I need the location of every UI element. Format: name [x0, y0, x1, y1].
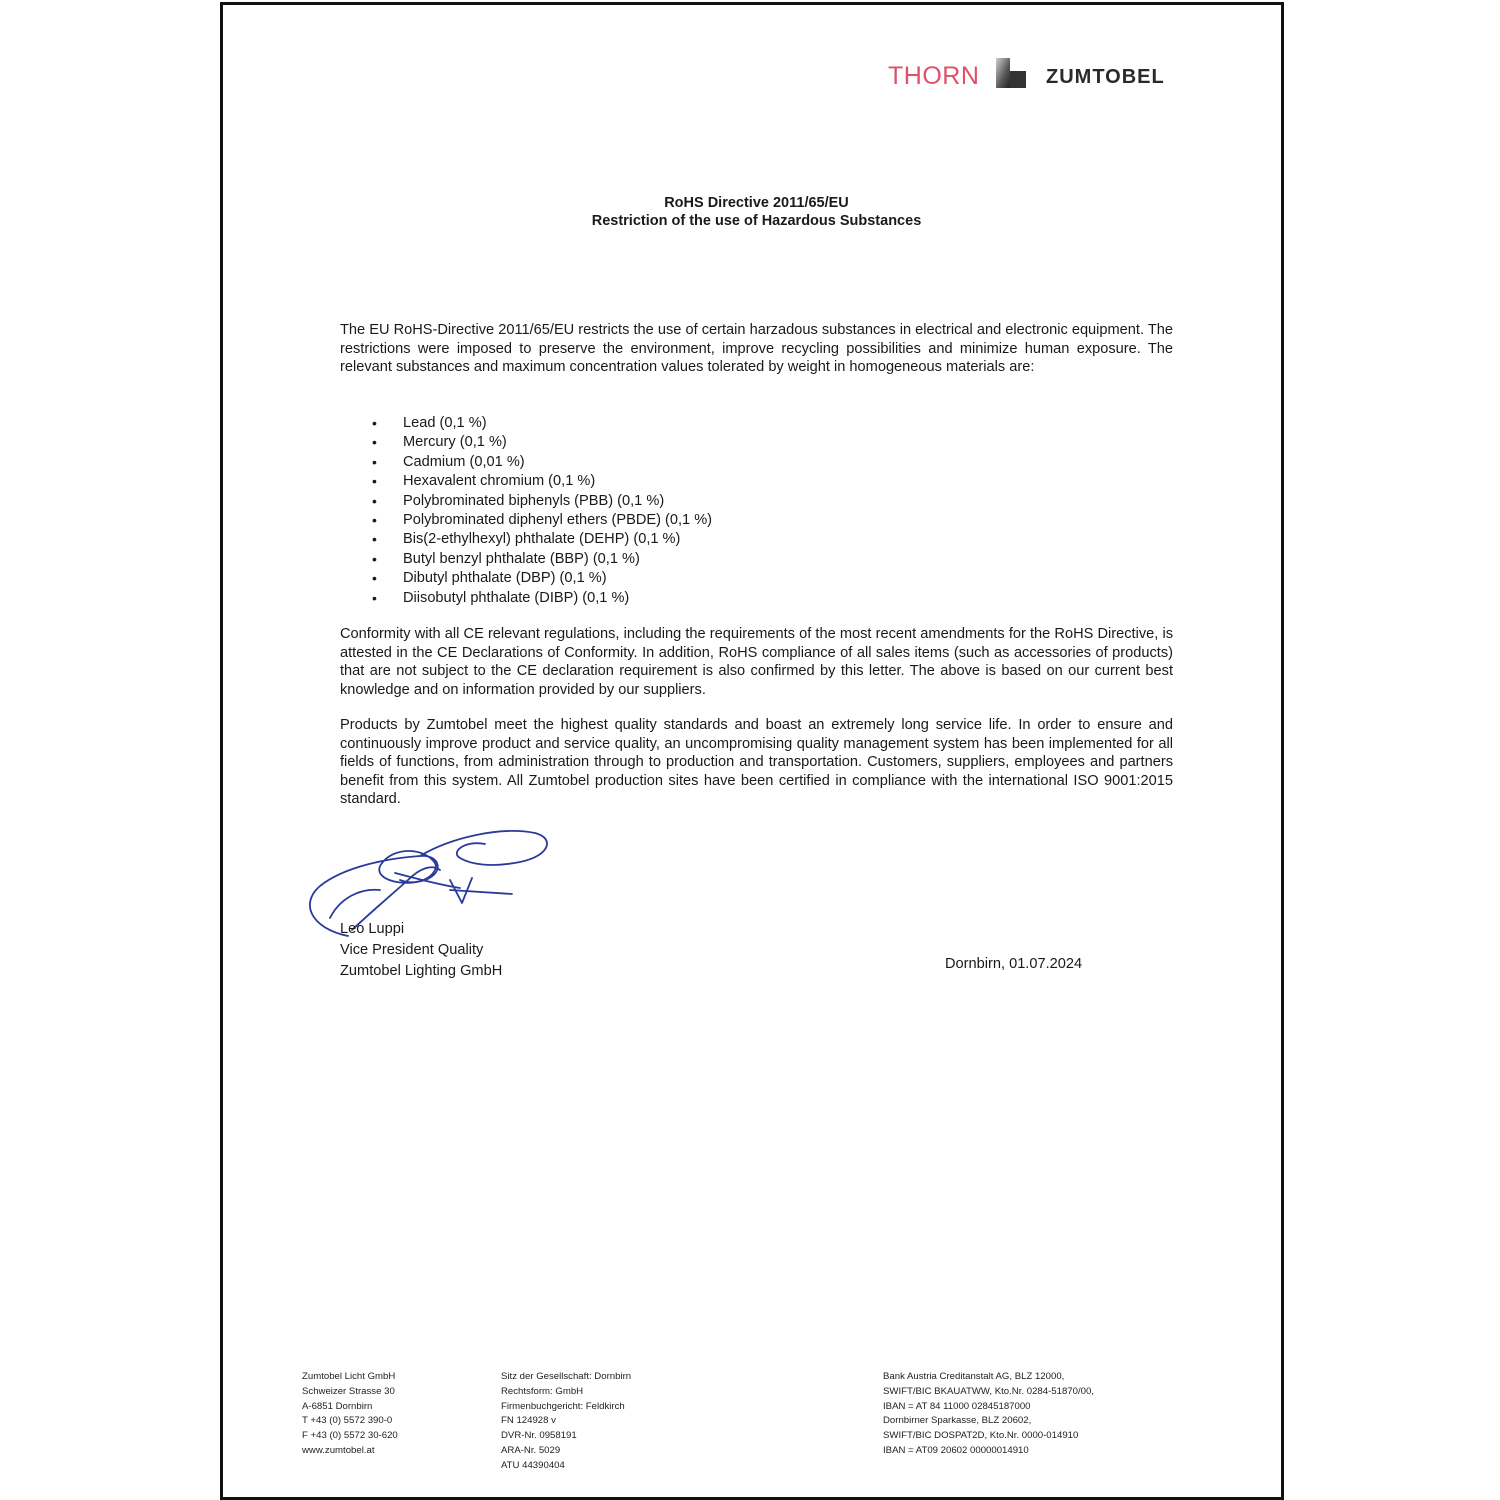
zumtobel-logo-mark-icon — [996, 58, 1026, 88]
signature — [300, 818, 560, 948]
footer-line: F +43 (0) 5572 30-620 — [302, 1430, 398, 1442]
substance-list — [340, 414, 712, 608]
bullet-icon: • — [372, 453, 377, 470]
intro-paragraph: The EU RoHS-Directive 2011/65/EU restricts the use of certain harzadous substances in electrical and electronic equipment. The restrictions were imposed to preserve the environment, improve recycling possibilities and minimize human exposure. The relevant substances and maximum concentration values tolerated by weight in homogeneous materials are: — [340, 322, 1173, 376]
footer-bank — [883, 1370, 1094, 1459]
footer-line: Zumtobel Licht GmbH — [302, 1371, 396, 1382]
substance-item — [340, 453, 712, 472]
thorn-logo: THORN — [888, 62, 980, 90]
substance-item — [340, 492, 712, 511]
substance-label: Polybrominated diphenyl ethers (PBDE) (0,1 %) — [403, 511, 713, 528]
bullet-icon: • — [372, 415, 377, 431]
footer-line: Sitz der Gesellschaft: Dornbirn — [501, 1371, 632, 1382]
bullet-icon: • — [372, 570, 377, 587]
substance-item — [340, 511, 712, 530]
footer-line: ARA-Nr. 5029 — [501, 1444, 561, 1456]
signatory-name: Leo Luppi — [340, 921, 405, 937]
substance-label: Polybrominated biphenyls (PBB) (0,1 %) — [403, 492, 665, 509]
quality-paragraph: Products by Zumtobel meet the highest quality standards and boast an extremely long service life. In order to ensure and continuously improve product and service quality, an uncompromising quality management system has been implemented for all fields of functions, from administration through to production and transportation. Customers, suppliers, employees and partners benefit from this system. All Zumtobel production sites have been certified in compliance with the international ISO 9001:2015 standard. — [340, 717, 1173, 808]
substance-label: Butyl benzyl phthalate (BBP) (0,1 %) — [403, 550, 640, 567]
place-date: Dornbirn, 01.07.2024 — [945, 956, 1083, 972]
signatory-role: Vice President Quality — [340, 942, 484, 958]
substance-label: Lead (0,1 %) — [403, 415, 487, 431]
substance-label: Diisobutyl phthalate (DIBP) (0,1 %) — [403, 589, 630, 606]
footer-line: DVR-Nr. 0958191 — [501, 1430, 577, 1442]
substance-item — [340, 550, 712, 569]
footer-line: SWIFT/BIC BKAUATWW, Kto.Nr. 0284-51870/00, — [883, 1385, 1094, 1397]
bullet-icon: • — [372, 473, 377, 490]
footer-line: IBAN = AT 84 11000 02845187000 — [883, 1400, 1031, 1412]
substance-label: Bis(2-ethylhexyl) phthalate (DEHP) (0,1 %) — [403, 531, 681, 548]
bullet-icon: • — [372, 434, 377, 451]
bullet-icon: • — [372, 589, 377, 606]
substance-label: Cadmium (0,01 %) — [403, 453, 525, 470]
substance-item — [340, 414, 712, 433]
footer-line: IBAN = AT09 20602 00000014910 — [883, 1444, 1029, 1456]
footer-line: Firmenbuchgericht: Feldkirch — [501, 1400, 625, 1412]
substance-label: Mercury (0,1 %) — [403, 434, 507, 451]
substance-item — [340, 472, 712, 491]
footer-line: T +43 (0) 5572 390-0 — [302, 1415, 393, 1427]
substance-label: Dibutyl phthalate (DBP) (0,1 %) — [403, 570, 607, 587]
substance-item — [340, 433, 712, 452]
document-title: RoHS Directive 2011/65/EU — [664, 195, 849, 211]
bullet-icon: • — [372, 511, 377, 528]
conformity-paragraph: Conformity with all CE relevant regulations, including the requirements of the most recent amendments for the RoHS Directive, is attested in the CE Declarations of Conformity. In addition, RoHS compliance of all sales items (such as accessories of products) that are not subject to the CE declaration requirement is also confirmed by this letter. The above is based on our current best knowledge and on information provided by our suppliers. — [340, 626, 1173, 698]
substance-item — [340, 589, 712, 608]
signatory-company: Zumtobel Lighting GmbH — [340, 963, 503, 979]
substance-label: Hexavalent chromium (0,1 %) — [403, 473, 596, 490]
footer-line: ATU 44390404 — [501, 1459, 565, 1471]
footer-line: FN 124928 v — [501, 1415, 556, 1427]
substance-item — [340, 569, 712, 588]
document-subtitle: Restriction of the use of Hazardous Substances — [591, 213, 922, 229]
footer-address — [302, 1370, 398, 1459]
footer-line: Schweizer Strasse 30 — [302, 1385, 395, 1397]
bullet-icon: • — [372, 492, 377, 509]
footer-line: Dornbirner Sparkasse, BLZ 20602, — [883, 1415, 1032, 1427]
footer-line: A-6851 Dornbirn — [302, 1400, 373, 1412]
zumtobel-logo: ZUMTOBEL — [1046, 66, 1165, 88]
bullet-icon: • — [372, 550, 377, 567]
bullet-icon: • — [372, 531, 377, 548]
footer-registration — [501, 1370, 631, 1474]
footer-line: www.zumtobel.at — [302, 1444, 375, 1456]
footer-line: Bank Austria Creditanstalt AG, BLZ 12000, — [883, 1371, 1065, 1382]
substance-item — [340, 530, 712, 549]
footer-line: Rechtsform: GmbH — [501, 1385, 584, 1397]
footer-line: SWIFT/BIC DOSPAT2D, Kto.Nr. 0000-014910 — [883, 1430, 1079, 1442]
